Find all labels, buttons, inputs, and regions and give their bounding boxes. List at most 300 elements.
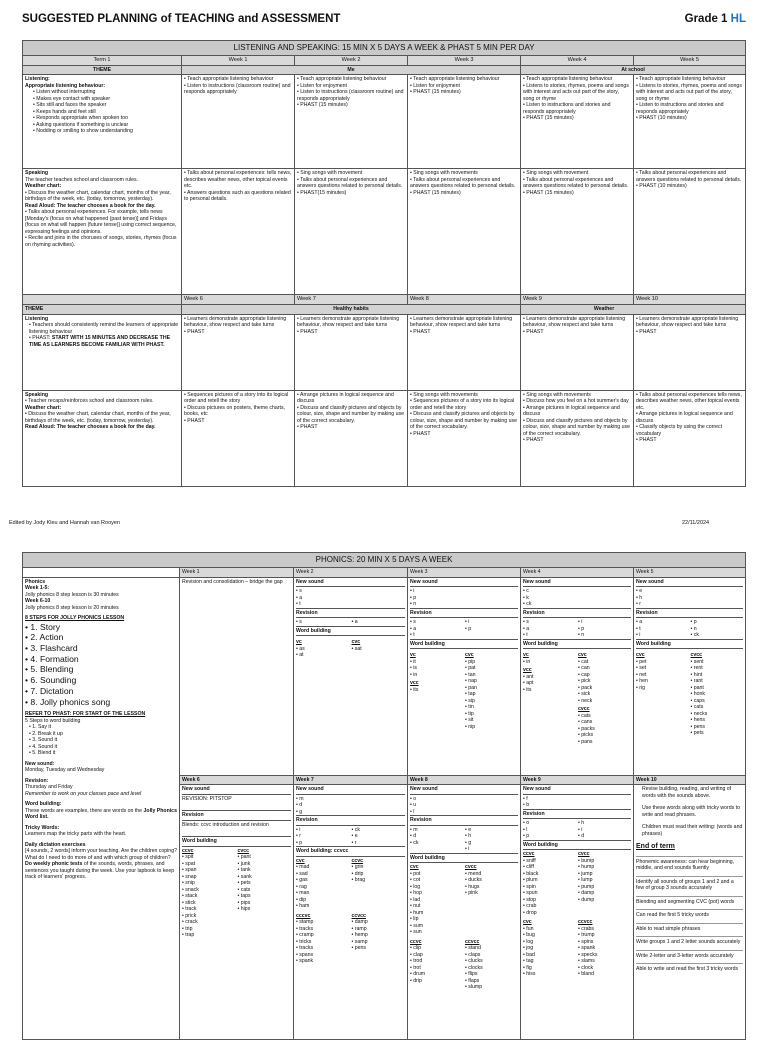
word-item: • man — [296, 890, 350, 897]
dictation-note-b: Do weekly phonic tests — [25, 861, 83, 868]
ph-week1: Revision and consolidation – bridge the gap — [180, 577, 294, 775]
revision-item: • d — [578, 833, 631, 840]
step-item: • 4. Formation — [25, 654, 177, 665]
word-pattern: cvc — [523, 919, 532, 925]
word-column — [238, 848, 292, 939]
word-item: • grin — [352, 864, 406, 871]
revision-item: • h — [465, 833, 518, 840]
word-item: • hop — [410, 890, 463, 897]
weeks-6-10-text: Jolly phonics 8 step lesson is 20 minutes — [25, 604, 119, 611]
word-item: • cramp — [296, 932, 350, 939]
end-of-term-item: Able to write and read the first 3 tricky words — [636, 963, 743, 973]
word-item: • picks — [578, 732, 631, 739]
word-list — [352, 919, 406, 952]
word-item: • can — [578, 665, 631, 672]
read-aloud: Read Aloud: The teacher chooses a book for the day. — [25, 202, 156, 209]
word-column — [182, 848, 236, 939]
revision-list — [410, 619, 463, 639]
ls-listen_w-item: • PHAST (15 minutes) — [297, 102, 405, 109]
ph-week4 — [521, 577, 634, 775]
word-pattern: ccvc — [351, 857, 364, 864]
word-item: • pump — [578, 884, 631, 891]
word-item: • clap — [410, 952, 463, 959]
word-building-label: Word building — [523, 641, 631, 650]
ls-speak2_w-item: • PHAST — [184, 418, 292, 425]
word-item: • tap — [465, 691, 518, 698]
footer-date: 22/11/2024 — [682, 520, 710, 526]
word-item: • packs — [578, 726, 631, 733]
ls-speak2_w-item: • Discuss and classify pictures and objects by colour, size, shape and number by making use of the correct vocabulary. — [297, 405, 405, 425]
word-item: • dip — [296, 897, 350, 904]
ls-listen2_w-item: • Learners demonstrate appropriate listening behaviour, show respect and take turns — [636, 316, 743, 329]
word-column — [410, 864, 463, 936]
revision-list — [296, 827, 350, 847]
revision-item: • i — [578, 827, 631, 834]
word-pattern: ccvcc — [578, 919, 593, 925]
ls-speak_w-item: • Talks about personal experiences and answers questions related to personal details. — [297, 177, 405, 190]
word-list — [182, 854, 236, 939]
word-item: • ducks — [465, 877, 518, 884]
ls-col-header: Week 1 — [182, 56, 295, 66]
ls-listening-desc — [23, 75, 182, 169]
revision-columns — [523, 820, 631, 841]
word-item: • rant — [691, 678, 744, 685]
revision-note: Remember to work on your classes pace and level — [25, 790, 142, 797]
revision-item: • s — [523, 619, 576, 626]
word-column — [352, 858, 406, 910]
revision-column — [296, 827, 350, 847]
revision-item: • p — [578, 626, 631, 633]
ls-speak_w-item: • Talks about personal experiences and answers questions related to personal details. — [410, 177, 518, 190]
ls-listen_w-list — [184, 76, 292, 96]
listening-item: • Nodding or smiling to show understanding — [25, 128, 179, 135]
word-item: • pack — [578, 685, 631, 692]
word-item: • bad — [523, 952, 576, 959]
word-item: • specks — [578, 952, 631, 959]
ls-listen2_w-item: • PHAST — [410, 329, 518, 336]
revision-item: • a — [352, 619, 406, 626]
word-item: • pip — [465, 659, 518, 666]
revision-item: • s — [410, 619, 463, 626]
word-building-column — [296, 637, 350, 659]
ls-speak2_w-list — [636, 392, 743, 444]
ls-theme-school: At school — [521, 65, 746, 75]
ph-week5 — [634, 577, 746, 775]
end-of-term-item: Blending and segmenting CVC (pot) words — [636, 896, 743, 906]
word-pattern: cvcc — [465, 864, 477, 870]
word-item: • its — [410, 687, 463, 694]
word-list — [578, 713, 631, 746]
word-item: • snack — [182, 887, 236, 894]
wb-note-a: These words are examples, there are words on the — [25, 807, 144, 814]
word-item: • lip — [410, 916, 463, 923]
word-building-columns — [410, 650, 518, 730]
word-item: • clip — [410, 945, 463, 952]
word-item: • fun — [523, 926, 576, 933]
revision-list — [523, 820, 576, 840]
revision-item: • t — [410, 632, 463, 639]
end-of-term-item: Write 2-letter and 3-letter words accurately — [636, 950, 743, 960]
speaking-item: • Recite and joins in the choruses of songs, stories, rhymes (focus on rhyming activities). — [25, 235, 179, 248]
new-sound-item: • t — [296, 601, 405, 608]
step-item: • 2. Action — [25, 632, 177, 643]
word-building-column — [636, 650, 689, 737]
revision-list — [523, 619, 576, 639]
word-building-label: Word building — [523, 842, 631, 851]
ls-speak2_w-item: • Discuss pictures on posters, theme charts, books, etc — [184, 405, 292, 418]
language-level: HL — [730, 13, 746, 25]
page-title: SUGGESTED PLANNING of TEACHING and ASSESSMENT — [22, 13, 341, 25]
word-pattern: cvc — [636, 652, 645, 658]
word-item: • as — [296, 646, 350, 653]
word-item: • plum — [523, 877, 576, 884]
ls-speak2_w-list — [410, 392, 518, 438]
ls-listen2_w-cell — [521, 314, 634, 390]
new-sound-item: • k — [523, 595, 631, 602]
word-item: • pot — [410, 871, 463, 878]
ls-speak2_w-item: • Sequences pictures of a story into its logical order and retell the story — [410, 398, 518, 411]
word-item: • pens — [691, 724, 744, 731]
word-pattern: cvc — [296, 857, 305, 864]
word-item: • nip — [465, 724, 518, 731]
ls-col-header-blank — [23, 295, 182, 305]
ls-listen_w-item: • Listens to stories, rhymes, poems and songs with interest and acts out part of the story, song or rhyme — [636, 83, 743, 103]
word-item: • hiss — [523, 971, 576, 978]
word-item: • trod — [410, 958, 463, 965]
word-column — [410, 939, 463, 991]
listening-item: • Makes eye contact with speaker — [25, 96, 179, 103]
new-sound-item: • g — [296, 809, 405, 816]
word-list — [578, 926, 631, 978]
word-pattern: ccvc — [523, 851, 535, 857]
word-list — [296, 646, 350, 659]
weather-item: • Discuss the weather chart, calendar chart, months of the year, birthdays of the week, etc. (today, tomorrow, yesterday). — [25, 190, 179, 203]
revision-item: • o — [523, 820, 576, 827]
ls-listen_w-item: • Listen to instructions and stories and responds appropriately — [636, 102, 743, 115]
word-list — [578, 659, 631, 705]
word-building-label: Word building — [636, 641, 743, 650]
word-building-label: Word building — [410, 641, 518, 650]
word-item: • snap — [182, 874, 236, 881]
word-item: • tank — [238, 867, 292, 874]
word-item: • crack — [182, 919, 236, 926]
word-column — [465, 864, 518, 936]
word-pattern: ccvcc — [465, 938, 480, 945]
revision-item: • e — [465, 827, 518, 834]
ls-listen2_w-item: • Learners demonstrate appropriate listening behaviour, show respect and take turns — [184, 316, 292, 329]
word-item: • necks — [691, 711, 744, 718]
ls-week-header-row-2 — [23, 295, 746, 305]
word-item: • damp — [352, 919, 406, 926]
grade-label — [685, 12, 746, 26]
new-sound-item: • ck — [523, 601, 631, 608]
revision-label: Revision — [523, 811, 631, 820]
revision-item: • p — [691, 619, 744, 626]
word-item: • hemp — [352, 932, 406, 939]
revision-item: • m — [410, 827, 463, 834]
footer-editors: Edited by Jody Kleu and Hannah van Rooyen — [9, 520, 120, 526]
ls-speak_w-list — [297, 170, 405, 196]
listening-speaking-table — [22, 40, 746, 487]
ph-week2 — [294, 577, 408, 775]
end-of-term-item: Identify all sounds of groups 1 and 2 and a few of group 3 sounds accurately — [636, 876, 743, 892]
word-building-column — [523, 650, 576, 745]
revision-list — [352, 619, 406, 626]
word-item: • bug — [523, 932, 576, 939]
word-item: • rent — [691, 665, 744, 672]
ls-speak_w-cell — [295, 169, 408, 295]
new-sound-list — [410, 588, 518, 609]
new-sound-item: • m — [296, 796, 405, 803]
end-of-term-item: Phonemic awareness: can hear beginning, middle, and end sounds fluently — [636, 856, 743, 872]
page-header — [22, 12, 746, 28]
ph-col-header — [23, 568, 180, 578]
word-item: • stamp — [296, 919, 350, 926]
word-list — [296, 919, 350, 965]
word-item: • mend — [465, 871, 518, 878]
tricky-words-label: Tricky Words: — [25, 824, 60, 831]
ls-theme-label: THEME — [23, 65, 182, 75]
new-sound-item: • l — [410, 809, 518, 816]
ls-listen_w-item: • Teach appropriate listening behaviour — [523, 76, 631, 83]
speaking-p1: The teacher teaches school and classroom rules. — [25, 176, 139, 183]
word-pattern: vc — [523, 652, 529, 658]
end-of-term-item: Can read the first 5 tricky words — [636, 909, 743, 919]
new-sound-label: New sound — [636, 579, 743, 588]
word-item: • span — [182, 867, 236, 874]
revision-list — [296, 619, 350, 626]
word-item: • apt — [523, 680, 576, 687]
speaking-title: Speaking — [25, 170, 49, 177]
speaking2-title: Speaking — [25, 391, 49, 398]
ls-speak2_w-list — [523, 392, 631, 444]
word-item: • lad — [410, 897, 463, 904]
ls-listen2_w-item: • Learners demonstrate appropriate listening behaviour, show respect and take turns — [523, 316, 631, 329]
new-sound-label: New sound — [410, 786, 518, 795]
refer-sub: 5 Steps to word building — [25, 717, 81, 724]
word-item: • clock — [578, 965, 631, 972]
step-item: • 8. Jolly phonics song — [25, 697, 177, 708]
week10-item: Children must read their writing: (words and phrases) — [642, 824, 743, 837]
wb-step-item: • 1. Say it — [29, 724, 177, 731]
tricky-words-note: Learners map the tricky parts with the heart. — [25, 831, 127, 838]
weeks-1-5: Week 1-5: — [25, 585, 50, 591]
word-list — [296, 864, 350, 910]
ph-col-header: Week 6 — [180, 775, 294, 785]
word-columns — [182, 848, 291, 939]
word-pattern: cvc — [351, 639, 361, 645]
steps-list — [25, 622, 177, 708]
word-item: • cans — [578, 719, 631, 726]
word-column — [523, 919, 576, 978]
word-item: • hint — [691, 672, 744, 679]
ls-listen_w-cell — [295, 75, 408, 169]
new-sound-item: • u — [410, 802, 518, 809]
word-list — [465, 945, 518, 991]
end-of-term-item: Write groups 1 and 2 letter sounds accurately — [636, 936, 743, 946]
revision-item: • n — [691, 626, 744, 633]
word-item: • hips — [238, 906, 292, 913]
revision-item: • d — [410, 833, 463, 840]
new-sound-days: Monday, Tuesday and Wednesday — [25, 767, 105, 774]
revision-list — [352, 827, 406, 847]
word-item: • hen — [636, 678, 689, 685]
word-item: • pet — [636, 659, 689, 666]
ls-listen2_w-item: • PHAST — [523, 329, 631, 336]
word-item: • jog — [523, 945, 576, 952]
revision-item: • l — [523, 827, 576, 834]
revision-item: • ck — [410, 840, 463, 847]
ls-theme-habits: Healthy habits — [182, 305, 521, 315]
ls-listen_w-item: • Listen to instructions (classroom routine) and responds appropriately — [297, 89, 405, 102]
ph-col-header: Week 3 — [408, 568, 521, 578]
new-sound-list — [523, 796, 631, 810]
wb-step-item: • 2. Break it up — [29, 731, 177, 738]
new-sound-item: • f — [523, 796, 631, 803]
ls-speak2_w-item: • Sequences pictures of a story into its logical order and retell the story — [184, 392, 292, 405]
word-column — [296, 858, 350, 910]
word-item: • rig — [636, 685, 689, 692]
ph-week6 — [180, 785, 294, 1040]
revision-list — [636, 619, 689, 639]
word-list — [691, 659, 744, 737]
weather-chart2-label: Weather chart: — [25, 404, 62, 411]
word-list — [465, 871, 518, 897]
word-building-note — [25, 808, 177, 821]
ls-col-header: Week 10 — [634, 295, 746, 305]
revision-item: • a — [523, 626, 576, 633]
ls-listen_w-cell — [634, 75, 746, 169]
word-item: • set — [636, 665, 689, 672]
step-item: • 7. Dictation — [25, 686, 177, 697]
word-item: • spank — [296, 958, 350, 965]
word-building-column — [465, 650, 518, 730]
revision-list — [465, 619, 518, 632]
word-item: • pens — [352, 945, 406, 952]
end-of-term-title: End of term — [636, 843, 675, 850]
word-item: • stack — [182, 893, 236, 900]
revision-columns — [410, 619, 518, 640]
word-item: • drip — [410, 978, 463, 985]
word-item: • bump — [578, 858, 631, 865]
ls-listen_w-list — [297, 76, 405, 109]
word-item: • taps — [238, 893, 292, 900]
ls-listen_w-item: • Listens to stories, rhymes, poems and songs with interest and acts out part of the story, song or rhyme — [523, 83, 631, 103]
weeks-1-5-text: Jolly phonics 8 step lesson is 30 minutes — [25, 591, 119, 598]
word-item: • mad — [296, 864, 350, 871]
ls-listen_w-item: • PHAST (15 minutes) — [410, 89, 518, 96]
word-item: • crab — [523, 903, 576, 910]
ls-speak_w-cell — [182, 169, 295, 295]
revision-item: • a — [636, 619, 689, 626]
revision-item: • e — [352, 833, 406, 840]
ph-col-header: Week 2 — [294, 568, 408, 578]
word-item: • pets — [238, 880, 292, 887]
word-item: • flips — [465, 971, 518, 978]
word-column — [578, 851, 631, 916]
listening-item: • Sits still and faces the speaker — [25, 102, 179, 109]
word-item: • dump — [578, 897, 631, 904]
revision-column — [523, 820, 576, 840]
word-item: • ramp — [352, 926, 406, 933]
word-item: • in — [410, 672, 463, 679]
ph-col-header: Week 10 — [634, 775, 746, 785]
word-item: • nut — [410, 903, 463, 910]
step-item: • 5. Blending — [25, 664, 177, 675]
word-pattern: ccvcc — [351, 912, 366, 919]
listening-title: Listening: — [25, 76, 50, 83]
ph-col-header: Week 7 — [294, 775, 408, 785]
week10-item: Use these words along with tricky words to write and read phrases. — [642, 805, 741, 818]
revision-label: Revision — [296, 610, 405, 619]
word-list — [523, 926, 576, 978]
word-pattern: vc — [296, 639, 302, 645]
ph-week3 — [408, 577, 521, 775]
ls-col-header: Week 9 — [521, 295, 634, 305]
speaking-item: • Talks about personal experiences. For example, tells news [Monday's (focus on what happened (past tense)] and Fridays (focus on what will happen (future tense)] using correct sequence, expressing feelings and opinions. — [25, 209, 179, 235]
word-building-columns — [523, 650, 631, 745]
word-item: • cats — [238, 887, 292, 894]
word-item: • pans — [578, 739, 631, 746]
word-item: • spins — [578, 939, 631, 946]
ls-speak2_w-item: • PHAST — [410, 431, 518, 438]
end-of-term-item: Able to read simple phrases — [636, 923, 743, 933]
word-item: • sad — [296, 871, 350, 878]
ls-col-header: Week 7 — [295, 295, 408, 305]
ls-listen_w-list — [636, 76, 743, 122]
ls-speak_w-item: • Talks about personal experiences and answers questions related to personal details. — [523, 177, 631, 190]
word-item: • spun — [523, 890, 576, 897]
revision-column — [352, 619, 406, 626]
new-sound-item: • r — [636, 601, 743, 608]
listening2-p1: • Teachers should consistently remind the learners of appropriate listening behaviour — [25, 322, 179, 335]
word-item: • jump — [578, 871, 631, 878]
word-item: • trump — [578, 932, 631, 939]
word-item: • spank — [578, 945, 631, 952]
ls-listen2_w-cell — [634, 314, 746, 390]
listening-sub: Appropriate listening behaviour: — [25, 82, 106, 89]
word-item: • log — [523, 939, 576, 946]
dictation-note — [25, 848, 177, 881]
ls-col-header: Term 1 — [23, 56, 182, 66]
word-item: • hugs — [465, 884, 518, 891]
ls-listen2_w-list — [410, 316, 518, 336]
revision-item: • a — [410, 626, 463, 633]
word-pattern: ccvc — [410, 938, 422, 945]
word-list — [578, 858, 631, 904]
word-item: • pick — [578, 678, 631, 685]
word-item: • log — [410, 884, 463, 891]
phast-label: • PHAST: — [29, 335, 52, 341]
refer-phast: REFER TO PHAST: FOR START OF THE LESSON — [25, 711, 146, 718]
ph-col-header: Week 1 — [180, 568, 294, 578]
revision-item: • i — [465, 619, 518, 626]
word-item: • tracks — [296, 926, 350, 933]
word-item: • stop — [523, 897, 576, 904]
revision-column — [578, 619, 631, 639]
word-item: • sum — [410, 923, 463, 930]
revision-item: • p — [296, 840, 350, 847]
ls-speak_w-list — [636, 170, 743, 190]
revision-item: • t — [636, 626, 689, 633]
new-sound-label: New sound — [410, 579, 518, 588]
new-sound-item: • d — [296, 802, 405, 809]
revision-column — [410, 619, 463, 639]
ls-listen_w-item: • Teach appropriate listening behaviour — [184, 76, 292, 83]
revision-column — [296, 619, 350, 626]
word-list — [352, 864, 406, 884]
word-building-label: Word building — [182, 838, 291, 847]
